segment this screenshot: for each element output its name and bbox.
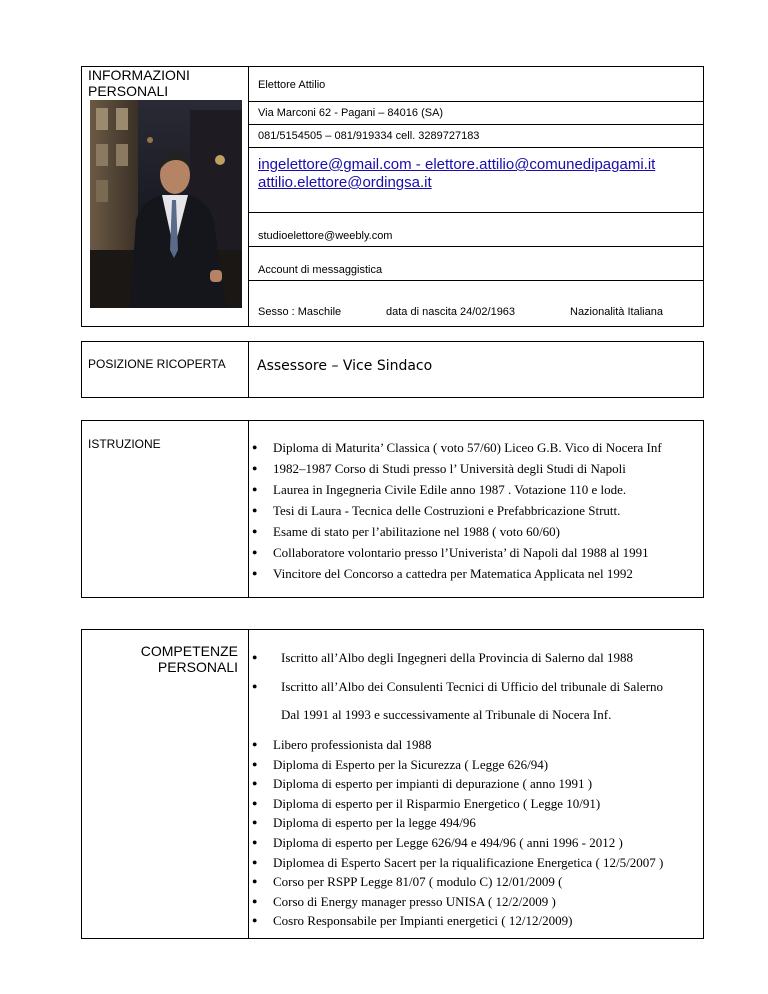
skills-item: ● Cosro Responsabile per Impianti energetici ( 12/12/2009) bbox=[252, 911, 663, 931]
skills-item: ● Diploma di esperto per la legge 494/96 bbox=[252, 813, 663, 833]
skills-item-bullet-2: ● bbox=[252, 681, 258, 691]
skills-heading-line2: PERSONALI bbox=[157, 659, 238, 675]
email-line-2 bbox=[258, 174, 432, 191]
position-divider bbox=[248, 341, 249, 398]
sex-field: Sesso : Maschile bbox=[258, 306, 342, 318]
row-divider-1 bbox=[248, 101, 704, 102]
education-list bbox=[252, 437, 662, 584]
position-heading: POSIZIONE RICOPERTA bbox=[88, 357, 226, 371]
education-item: ● Vincitore del Concorso a cattedra per Matematica Applicata nel 1992 bbox=[252, 563, 662, 584]
position-value: Assessore – Vice Sindaco bbox=[257, 358, 433, 374]
email-link-3[interactable]: attilio.elettore@ordingsa.it bbox=[258, 174, 432, 191]
phone-numbers: 081/5154505 – 081/919334 cell. 3289727183 bbox=[258, 130, 480, 142]
website: studioelettore@weebly.com bbox=[258, 230, 393, 242]
profile-photo bbox=[90, 100, 242, 308]
row-divider-4 bbox=[248, 212, 704, 213]
skills-item: ● Diploma di esperto per Legge 626/94 e 494/96 ( anni 1996 - 2012 ) bbox=[252, 833, 663, 853]
education-item: ● Laurea in Ingegneria Civile Edile anno 1987 . Votazione 110 e lode. bbox=[252, 479, 662, 500]
education-item: ● 1982–1987 Corso di Studi presso l’ Università degli Studi di Napoli bbox=[252, 458, 662, 479]
email-link-1[interactable]: ingelettore@gmail.com bbox=[258, 156, 412, 173]
address: Via Marconi 62 - Pagani – 84016 (SA) bbox=[258, 107, 444, 119]
education-item: ● Collaboratore volontario presso l’Univerista’ di Napoli dal 1988 al 1991 bbox=[252, 542, 662, 563]
skills-item-bullet-1: ● bbox=[252, 652, 258, 662]
skills-item-1: Iscritto all’Albo degli Ingegneri della Provincia di Salerno dal 1988 bbox=[281, 650, 633, 665]
education-item: ● Diploma di Maturita’ Classica ( voto 57/60) Liceo G.B. Vico di Nocera Inf bbox=[252, 437, 662, 458]
personal-info-heading: INFORMAZIONI PERSONALI bbox=[88, 67, 190, 99]
skills-divider bbox=[248, 629, 249, 939]
skills-list bbox=[252, 735, 663, 931]
skills-item-2: Iscritto all’Albo dei Consulenti Tecnici di Ufficio del tribunale di Salerno bbox=[281, 679, 664, 694]
email-line-1 bbox=[258, 156, 655, 173]
education-heading: ISTRUZIONE bbox=[88, 437, 161, 451]
skills-heading-line1: COMPETENZE bbox=[140, 643, 238, 659]
skills-item-2-continuation: Dal 1991 al 1993 e successivamente al Tribunale di Nocera Inf. bbox=[281, 707, 612, 722]
personal-info-divider bbox=[248, 66, 249, 327]
person-name: Elettore Attilio bbox=[258, 79, 326, 91]
row-divider-3 bbox=[248, 147, 704, 148]
education-item: ● Esame di stato per l’abilitazione nel 1988 ( voto 60/60) bbox=[252, 521, 662, 542]
nationality: Nazionalità Italiana bbox=[570, 306, 663, 318]
skills-item: ● Diplomea di Esperto Sacert per la riqualificazione Energetica ( 12/5/2007 ) bbox=[252, 853, 663, 873]
email-separator: - bbox=[411, 156, 425, 173]
birth-date: data di nascita 24/02/1963 bbox=[386, 306, 516, 318]
row-divider-5 bbox=[248, 246, 704, 247]
education-item: ● Tesi di Laura - Tecnica delle Costruzioni e Prefabbricazione Strutt. bbox=[252, 500, 662, 521]
skills-item: ● Diploma di esperto per impianti di depurazione ( anno 1991 ) bbox=[252, 774, 663, 794]
skills-item: ● Libero professionista dal 1988 bbox=[252, 735, 663, 755]
skills-item: ● Corso per RSPP Legge 81/07 ( modulo C) 12/01/2009 ( bbox=[252, 872, 663, 892]
skills-item: ● Corso di Energy manager presso UNISA ( 12/2/2009 ) bbox=[252, 892, 663, 912]
row-divider-2 bbox=[248, 124, 704, 125]
row-divider-6 bbox=[248, 280, 704, 281]
skills-item: ● Diploma di Esperto per la Sicurezza ( Legge 626/94) bbox=[252, 755, 663, 775]
education-divider bbox=[248, 420, 249, 598]
email-link-2[interactable]: elettore.attilio@comunedipagami.it bbox=[424, 156, 656, 173]
skills-item: ● Diploma di esperto per il Risparmio Energetico ( Legge 10/91) bbox=[252, 794, 663, 814]
messaging-account: Account di messaggistica bbox=[258, 264, 383, 276]
